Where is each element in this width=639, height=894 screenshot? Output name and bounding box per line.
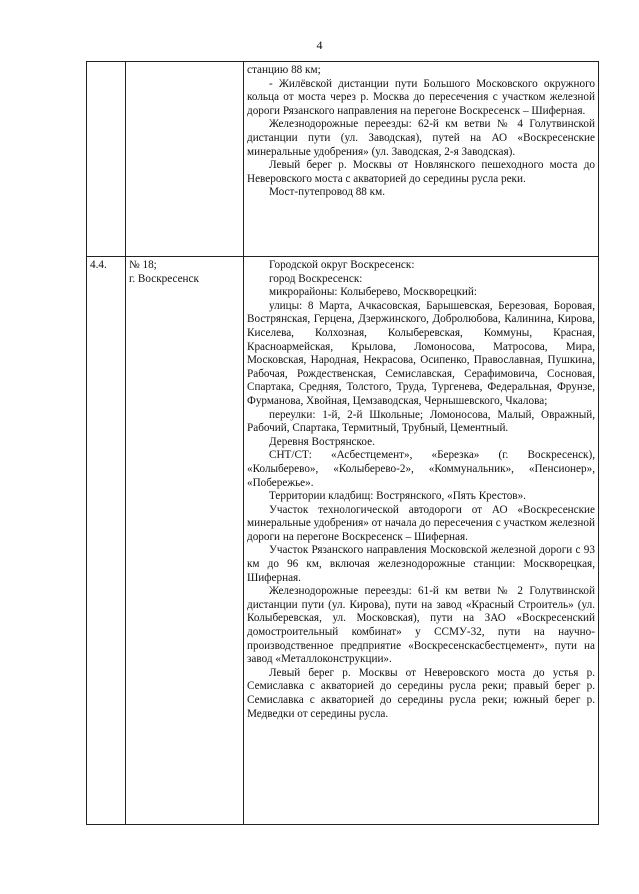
table-row [87,62,599,257]
paragraph: Мост-путепровод 88 км. [269,186,385,199]
paragraph: Железнодорожные переезды: 61-й км ветви № 2 Голутвинской дистанции пути (ул. Кирова), пути на завод «Красный Строитель» (ул. Колыберевская, ул. Московская), пути на ЗАО «Воскресенский домостроительный комбинат» у ССМУ-32, пути на научно-производственное предприятие «Воскресенскасбестцемент», пути на завод «Металлоконструкции». [247,585,595,666]
paragraph: Левый берег р. Москвы от Новлянского пешеходного моста до Неверовского моста с акваторией до середины русла реки. [247,159,595,185]
row-name-cell [126,62,244,257]
paragraph: станцию 88 км; [247,64,321,76]
document-table [86,61,599,825]
paragraph: СНТ/СТ: «Асбестцемент», «Березка» (г. Воскресенск), «Колыберево», «Колыберево-2», «Коммунальник», «Пенсионер», «Побережье». [247,449,595,489]
paragraph: Деревня Вострянское. [269,435,375,448]
paragraph: Территории кладбищ: Вострянского, «Пять Крестов». [269,490,526,503]
paragraph: переулки: 1-й, 2-й Школьные; Ломоносова, Малый, Овражный, Рабочий, Спартака, Термитный, Трубный, Цементный. [247,408,595,435]
paragraph: Левый берег р. Москвы от Неверовского моста до устья р. Семиславка с акваторией до середины русла реки; правый берег р. Семиславка с акваторией до середины русла реки; южный берег р. Медведки от середины русла. [247,666,595,720]
district-city: г. Воскресенск [129,272,199,285]
paragraph: улицы: 8 Марта, Ачкасовская, Барышевская, Березовая, Боровая, Вострянская, Герцена, Дзержинского, Добролюбова, Калинина, Кирова, Киселева, Колхозная, Колыберевская, Коммуны, Красная, Красноармейская, Крылова, Ломоносова, Матросова, Мира, Московская, Народная, Некрасова, Осипенко, Православная, Пушкина, Рабочая, Рождественская, Семиславская, Серафимовича, Сосновая, Спартака, Средняя, Толстого, Труда, Тургенева, Федеральная, Фрунзе, Фурманова, Хвойная, Цемзаводская, Чернышевского, Чкалова; [247,299,595,407]
paragraph: Городской округ Воскресенск: [269,259,415,271]
row-number-cell: 4.4. [87,257,126,825]
district-number: № 18; [129,259,157,271]
paragraph: Железнодорожные переезды: 62-й км ветви № 4 Голутвинской дистанции пути (ул. Заводская), путей на АО «Воскресенские минеральные удобрения» (ул. Заводская, 2-я Заводская). [247,118,595,158]
table-row [87,257,599,825]
paragraph: город Воскресенск: [269,272,363,285]
row-name-cell [126,257,244,825]
page-number: 4 [316,38,323,52]
row-description-cell [244,257,599,825]
paragraph: Участок Рязанского направления Московской железной дороги с 93 км до 96 км, включая железнодорожные станции: Москворецкая, Шиферная. [247,544,595,584]
paragraph: - Жилёвской дистанции пути Большого Московского окружного кольца от моста через р. Москва до пересечения с участком железной дороги Рязанского направления на перегоне Воскресенск – Шиферная. [247,77,595,117]
row-description-cell [244,62,599,257]
paragraph: микрорайоны: Колыберево, Москворецкий: [269,286,477,299]
paragraph: Участок технологической автодороги от АО «Воскресенские минеральные удобрения» от начала до пересечения с участком железной дороги на перегоне Воскресенск – Шиферная. [247,503,595,543]
row-number-cell [87,62,126,257]
